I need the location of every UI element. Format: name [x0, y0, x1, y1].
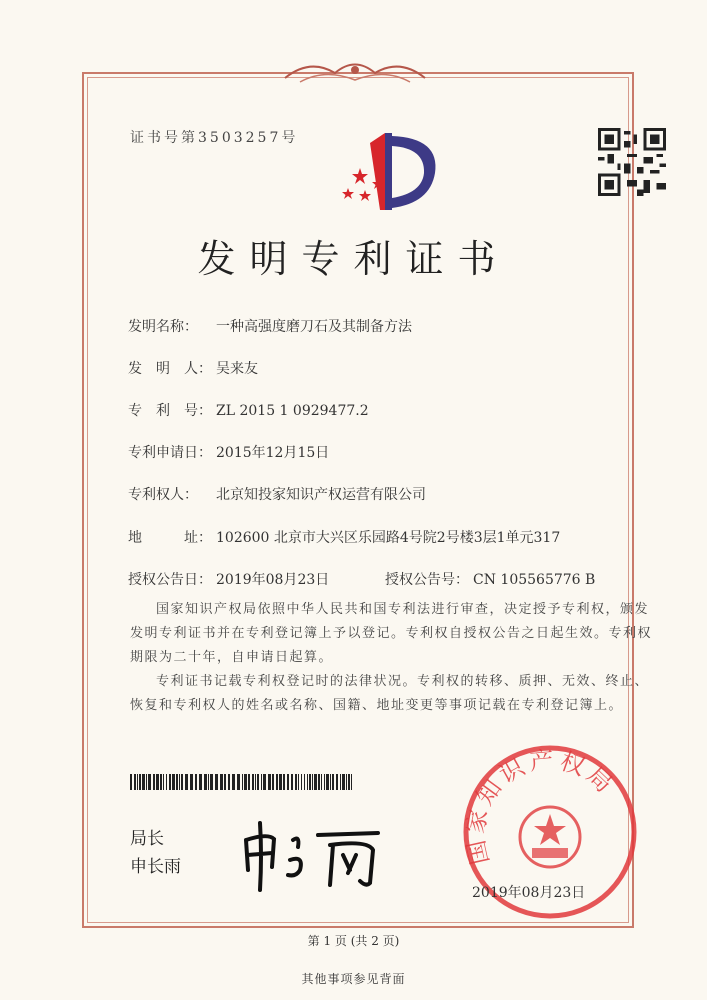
- barcode-bar: [291, 774, 293, 790]
- barcode-bar: [346, 774, 347, 790]
- barcode-bar: [301, 774, 302, 790]
- barcode-bar: [342, 774, 345, 790]
- barcode-bar: [153, 774, 155, 790]
- barcode-bar: [324, 774, 325, 790]
- ornament-icon: [280, 58, 430, 88]
- barcode-bar: [330, 774, 331, 790]
- barcode-bar: [215, 774, 218, 790]
- barcode-bar: [309, 774, 311, 790]
- barcode-bar: [190, 774, 193, 790]
- signatory-name: 申长雨: [130, 857, 181, 877]
- barcode-bar: [351, 774, 352, 790]
- barcode-bar: [287, 774, 289, 790]
- barcode-bar: [257, 774, 259, 790]
- barcode-bar: [263, 774, 266, 790]
- barcode-bar: [146, 774, 147, 790]
- patent-office-logo-icon: [340, 128, 445, 213]
- barcode-bar: [137, 774, 138, 790]
- seal-text: 国家知识产权局: [461, 745, 621, 868]
- barcode-bar: [208, 774, 209, 790]
- barcode-bar: [298, 774, 299, 790]
- field-inventor: 发 明 人： 吴来友: [128, 361, 258, 377]
- barcode-bar: [185, 774, 188, 790]
- barcode-bar: [348, 774, 350, 790]
- signature-icon: [238, 815, 388, 895]
- barcode-bar: [181, 774, 183, 790]
- barcode-bar: [176, 774, 178, 790]
- field-invention-name: 发明名称： 一种高强度磨刀石及其制备方法: [128, 319, 412, 335]
- document-title: 发明专利证书: [197, 237, 510, 281]
- barcode-bar: [139, 774, 141, 790]
- barcode-icon: [130, 774, 352, 790]
- barcode-bar: [307, 774, 308, 790]
- barcode-bar: [172, 774, 175, 790]
- barcode-bar: [326, 774, 329, 790]
- page-number: 第 1 页 (共 2 页): [307, 934, 400, 948]
- field-address: 地 址： 102600 北京市大兴区乐园路4号院2号楼3层1单元317: [128, 530, 561, 546]
- barcode-bar: [130, 774, 132, 790]
- barcode-bar: [228, 774, 230, 790]
- barcode-bar: [340, 774, 341, 790]
- paragraph-grant: 国家知识产权局依照中华人民共和国专利法进行审查，决定授予专利权，颁发发明专利证书并在专利登记簿上予以登记。专利权自授权公告之日起生效。专利权期限为二十年，自申请日起算。: [130, 602, 653, 665]
- barcode-bar: [163, 774, 164, 790]
- barcode-bar: [336, 774, 338, 790]
- barcode-bar: [272, 774, 274, 790]
- barcode-bar: [283, 774, 285, 790]
- barcode-bar: [321, 774, 322, 790]
- barcode-bar: [204, 774, 207, 790]
- barcode-bar: [268, 774, 271, 790]
- barcode-bar: [142, 774, 145, 790]
- barcode-bar: [166, 774, 167, 790]
- barcode-bar: [314, 774, 317, 790]
- barcode-bar: [261, 774, 262, 790]
- footer-note: 其他事项参见背面: [301, 972, 406, 986]
- field-grant-date: 授权公告日： 2019年08月23日: [128, 572, 330, 588]
- field-announcement-number: 授权公告号： CN 105565776 B: [385, 572, 596, 588]
- barcode-bar: [156, 774, 159, 790]
- barcode-bar: [210, 774, 213, 790]
- barcode-bar: [248, 774, 250, 790]
- barcode-bar: [276, 774, 278, 790]
- barcode-bar: [220, 774, 223, 790]
- barcode-bar: [255, 774, 256, 790]
- field-filing-date: 专利申请日： 2015年12月15日: [128, 445, 330, 461]
- barcode-bar: [295, 774, 297, 790]
- barcode-bar: [312, 774, 313, 790]
- barcode-bar: [169, 774, 171, 790]
- signatory-title: 局长: [130, 829, 164, 849]
- field-patentee: 专利权人： 北京知投家知识产权运营有限公司: [128, 487, 426, 503]
- qr-code-icon: [598, 128, 666, 196]
- certificate-number: 证书号第3503257号: [130, 130, 299, 146]
- barcode-bar: [195, 774, 197, 790]
- barcode-bar: [242, 774, 243, 790]
- barcode-bar: [304, 774, 305, 790]
- barcode-bar: [160, 774, 162, 790]
- barcode-bar: [252, 774, 254, 790]
- barcode-bar: [332, 774, 334, 790]
- barcode-bar: [318, 774, 320, 790]
- barcode-bar: [148, 774, 151, 790]
- barcode-bar: [244, 774, 247, 790]
- field-patent-number: 专 利 号： ZL 2015 1 0929477.2: [128, 403, 369, 419]
- barcode-bar: [199, 774, 202, 790]
- seal-date: 2019年08月23日: [472, 885, 586, 901]
- barcode-bar: [237, 774, 240, 790]
- barcode-bar: [232, 774, 235, 790]
- barcode-bar: [224, 774, 226, 790]
- paragraph-legal-status: 专利证书记载专利权登记时的法律状况。专利权的转移、质押、无效、终止、恢复和专利权人的姓名或名称、国籍、地址变更等事项记载在专利登记簿上。: [130, 674, 650, 713]
- barcode-bar: [134, 774, 136, 790]
- barcode-bar: [179, 774, 180, 790]
- barcode-bar: [279, 774, 282, 790]
